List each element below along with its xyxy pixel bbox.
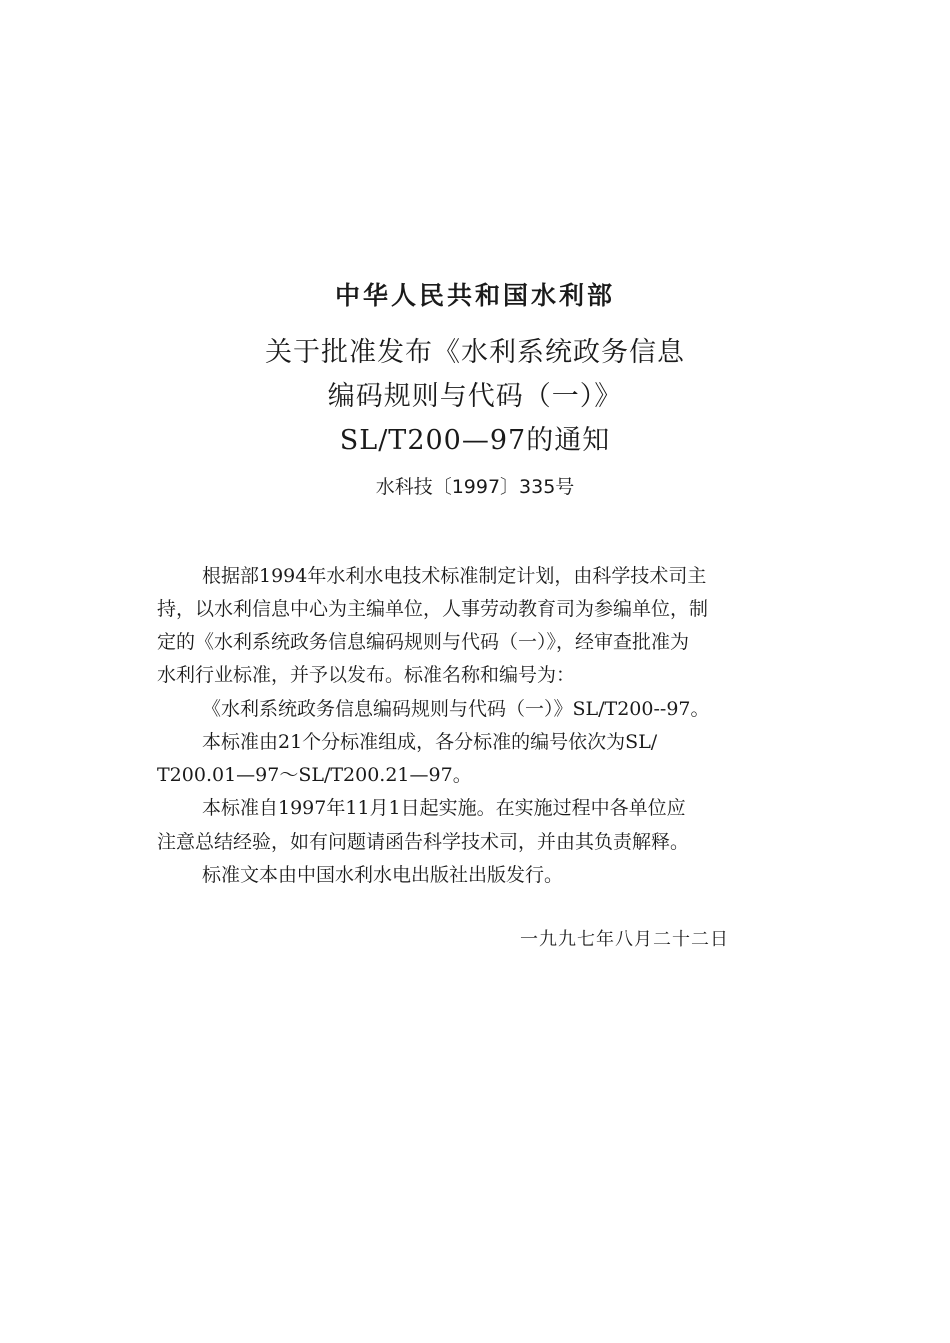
body-line: 水利行业标准，并予以发布。标准名称和编号为： bbox=[157, 664, 576, 686]
body-line: 本标准自1997年11月1日起实施。在实施过程中各单位应 bbox=[202, 797, 686, 819]
title-line-2: 编码规则与代码（一）》 bbox=[327, 381, 623, 412]
body-line: 持，以水利信息中心为主编单位，人事劳动教育司为参编单位，制 bbox=[157, 598, 709, 620]
title-line-3: SL/T200—97的通知 bbox=[339, 425, 611, 456]
body-line: 注意总结经验，如有问题请函告科学技术司，并由其负责解释。 bbox=[157, 831, 690, 853]
body-line: 本标准由21个分标准组成，各分标准的编号依次为SL/ bbox=[202, 731, 658, 753]
document-number: 水科技〔1997〕335号 bbox=[375, 476, 575, 498]
issue-date: 一九九七年八月二十二日 bbox=[520, 929, 729, 950]
body-line: 《水利系统政务信息编码规则与代码（一）》SL/T200--97。 bbox=[202, 698, 710, 720]
body-line: 根据部1994年水利水电技术标准制定计划，由科学技术司主 bbox=[202, 565, 707, 587]
body-line: T200.01—97～SL/T200.21—97。 bbox=[157, 764, 472, 786]
title-line-1: 关于批准发布《水利系统政务信息 bbox=[265, 337, 685, 368]
body-line: 标准文本由中国水利水电出版社出版发行。 bbox=[202, 864, 564, 886]
body-line: 定的《水利系统政务信息编码规则与代码（一）》，经审查批准为 bbox=[157, 631, 690, 653]
issuer-heading: 中华人民共和国水利部 bbox=[334, 281, 615, 310]
